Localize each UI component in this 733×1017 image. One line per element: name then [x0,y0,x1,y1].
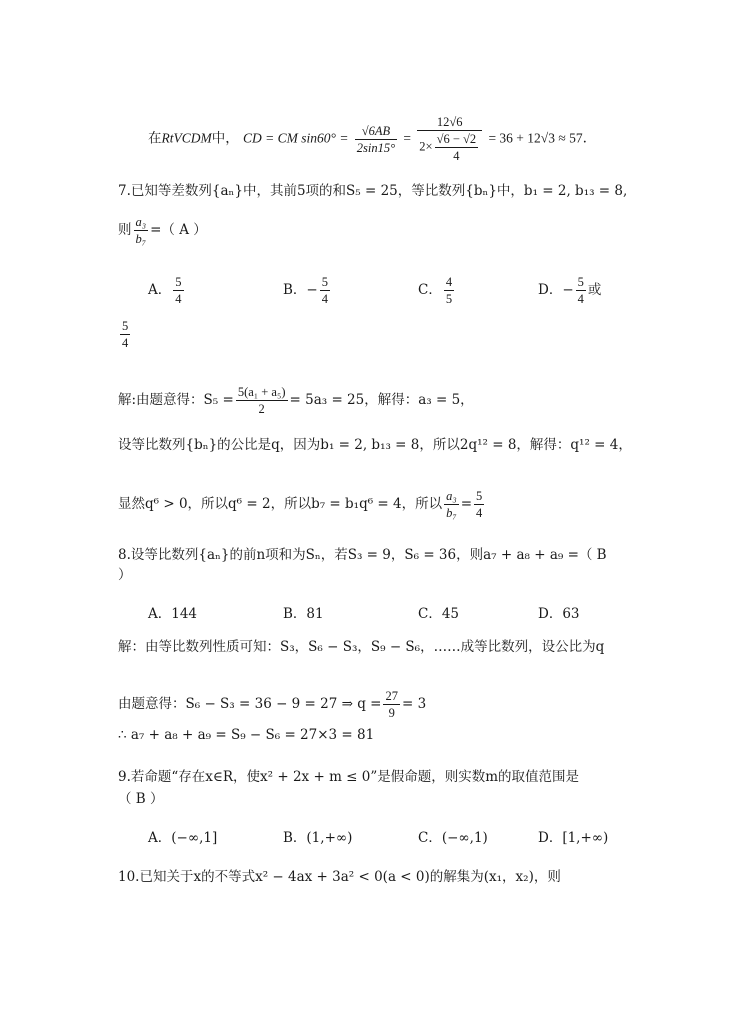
q8-option-a: A．144 [148,606,198,622]
triangle-name: RtVCDM [161,130,212,146]
q7-option-b: B．− $\frac{5}{4}$ [283,275,328,306]
q7-ask: 则 $\frac{\text{a₃}}{\text{b₇}}$ =（ A ） [118,215,207,246]
q9-option-b: B．(1,+∞) [283,830,353,846]
fraction: $\frac{√6AB}{2\sin 15^\circ}$ [356,123,396,155]
q8-solution-3: ∴ a₇ + a₈ + a₉ = S₉ − S₆ = 27×3 = 81 [118,727,375,743]
top-formula-line: 在RtVCDM中， CD = CM sin60° = $\frac{√6AB}{2\sin 15^\circ}$ = 12√6 2× $\frac{√6 - √2}{4}$ = 36 + 12√3 ≈ 57. [148,115,587,163]
q10-stem: 10.已知关于x的不等式x² − 4ax + 3a² < 0(a < 0)的解集为(x₁，x₂)，则 [118,869,561,885]
fraction-nested: 12√6 2× $\frac{√6 - √2}{4}$ [417,114,482,164]
q9-stem-end: （ B ） [118,791,164,807]
q9-option-a: A．(−∞,1] [148,830,218,846]
q7-option-a: A． $\frac{5}{4}$ [148,275,182,306]
q8-option-b: B．81 [283,606,324,622]
q8-stem-end: ） [118,567,132,583]
q9-option-c: C．(−∞,1) [418,830,488,846]
q8-solution-1: 解：由等比数列性质可知：S₃，S₆ − S₃，S₉ − S₆，……成等比数列，设公比为q [118,639,605,655]
q7-option-c: C． $\frac{4}{5}$ [418,275,453,306]
text: 中， [211,130,239,147]
q9-stem: 9.若命题“存在x∈R，使x² + 2x + m ≤ 0”是假命题，则实数m的取值范围是 [118,769,580,785]
q8-stem: 8.设等比数列{aₙ}的前n项和为Sₙ，若S₃ = 9，S₆ = 36，则a₇ + a₈ + a₉ =（ B [118,547,607,563]
q8-option-d: D．63 [538,606,580,622]
q7-stem: 7.已知等差数列{aₙ}中，其前5项的和S₅ = 25，等比数列{bₙ}中，b₁ = 2, b₁₃ = 8, [118,183,628,199]
q8-solution-2: 由题意得：S₆ − S₃ = 36 − 9 = 27 ⇒ q = $\frac{27}{9}$ = 3 [118,689,427,720]
text: 在 [148,130,162,147]
q7-option-d: D．− $\frac{5}{4}$ 或 [538,275,602,306]
q7-solution-2: 设等比数列{bₙ}的公比是q，因为b₁ = 2, b₁₃ = 8，所以2q¹² = 8，解得：q¹² = 4， [118,437,632,453]
formula: CD = CM sin60° = [243,130,349,146]
q9-option-d: D．[1,+∞) [538,830,609,846]
result: = 36 + 12√3 ≈ 57 [488,130,583,146]
q8-option-c: C．45 [418,606,460,622]
q7-solution-3: 显然q⁶ > 0，所以q⁶ = 2，所以b₇ = b₁q⁶ = 4，所以 $\frac{\text{a₃}}{\text{b₇}}$ = $\frac{5}{4}$ [118,489,483,520]
q7-option-d-continued: $\frac{5}{4}$ [122,319,129,350]
q7-solution-1: 解:由题意得：S₅ = $\frac{\text{5(a₁ + a₅)}}{2}$ = 5a₃ = 25，解得：a₃ = 5， [118,385,474,416]
